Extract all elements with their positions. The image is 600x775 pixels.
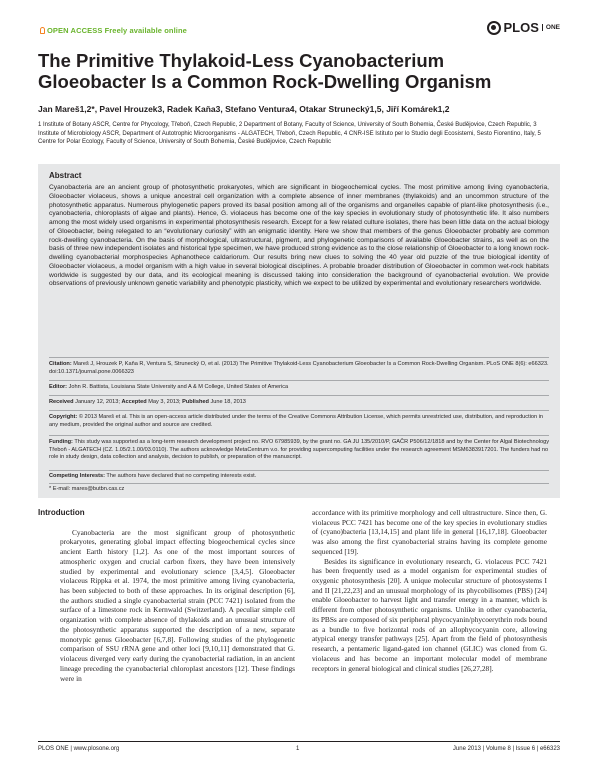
- open-access-banner: OPEN ACCESS Freely available online: [38, 26, 187, 35]
- editor-divider: [49, 395, 549, 396]
- logo-brand: PLOS: [503, 20, 539, 35]
- title-line-2: Gloeobacter Is a Common Rock-Dwelling Organism: [38, 71, 492, 92]
- plos-one-logo: [487, 20, 561, 35]
- page-footer: [38, 741, 560, 752]
- dates-divider: [49, 410, 549, 411]
- email-line: * E-mail: mares@butbn.cas.cz: [49, 486, 125, 492]
- citation-label: Citation:: [49, 361, 72, 367]
- article-title: [38, 50, 558, 92]
- funding-divider: [49, 470, 549, 471]
- funding-line: Funding: This study was supported as a long-term research development project no. RVO 67985939, by the grant no. GA JU 135/2010/P, GAČR P506/12/1818 and by the Center for Algal Biotechnology Třeboň - ALGATECH (CZ. 1.05/2.1.00/03.0110). The authors acknowledge MetaCentrum v.o. for providing supercomputing facilities under the research agreement MSM6383917201. The funders had no role in study design, data collection and analysis, decision to publish, or preparation of the manuscript.: [49, 439, 549, 460]
- introduction-heading: Introduction: [38, 508, 85, 517]
- copyright-divider: [49, 435, 549, 436]
- citation-divider: [49, 380, 549, 381]
- title-line-1: The Primitive Thylakoid-Less Cyanobacterium: [38, 50, 445, 71]
- dates-line: Received January 12, 2013; Accepted May 3, 2013; Published June 18, 2013: [49, 399, 246, 405]
- intro-paragraph-2: Besides its significance in evolutionary research, G. violaceus PCC 7421 has been frequently used as a model organism for experimental studies of oxygenic photosynthesis [20]. A unique molecular structure of photosystems I and II [21,22,23] and an unusual morphology of its phycobilisomes (PBS) [24] enable Gloeobacter to harvest light and transfer energy in a manner, which is different from other photosynthetic organisms. Unlike in other cyanobacteria, its PBSs are composed of six peripheral phycocyanin/phycoerythrin rods bound as a bundle to five horizontal rods of an allophycocyanin core, allowing atypical energy transfer pathways [25]. Apart from the field of photosynthesis research, a pentameric ligand-gated ion channel (GLIC) was cloned from G. violaceus and has become an important molecular model of membrane receptors in general biological and clinical studies [26,27,28].: [312, 556, 547, 673]
- abstract-heading: Abstract: [49, 171, 82, 180]
- footer-issue: June 2013 | Volume 8 | Issue 6 | e66323: [452, 746, 560, 752]
- intro-paragraph-1: Cyanobacteria are the most significant group of photosynthetic prokaryotes, generating global impact effecting biogeochemical cycles since ancient Earth history [1,2]. As one of the most important sources of atmospheric oxygen and crucial carbon fixers, they have been intensively studied by experimental and evolutionary science [3,4,5]. Gloeobacter violaceus Rippka et al. 1974, the most primitive among living cyanobacteria, has been subjected to both of these approaches. In its original description [6], the authors studied a single cyanobacterial strain (PCC 7421) isolated from the surface of a limestone rock in Kernwald (Switzerland). A peculiar simple cell organization with complete absence of thylakoids and an unusual structure of the photosynthetic apparatus supported the description of a new, separate monotypic genus Gloeobacter [6,7,8]. Following studies of the phylogenetic comparison of SSU rRNA gene and other loci [9,10,11] demonstrated that G. violaceus diverged very early during the cyanobacterial radiation, in an ancient lineage preceding the cyanobacterial chloroplast ancestors [12]. These findings were in: [60, 527, 295, 683]
- intro-paragraph-1-cont: accordance with its primitive morphology and cell ultrastructure. Since then, G. violaceus PCC 7421 has become one of the key species in evolutionary studies of (cyano)bacteria [13,14,15] and plant life in general [16,17,18]. Gloeobacter was also among the first cyanobacterial strains having its complete genome sequenced [19].: [312, 508, 547, 556]
- abstract-panel: [38, 164, 560, 498]
- affiliations: 1 Institute of Botany ASCR, Centre for Phycology, Třeboň, Czech Republic, 2 Department of Botany, Faculty of Science, University of South Bohemia, České Budějovice, Czech Republic, 3 Institute of Microbiology ASCR, Department of Autotrophic Microorganisms - ALGATECH, Třeboň, Czech Republic, 4 CNR-ISE Istituto per lo Studio degli Ecosistemi, Sesto Fiorentino, Italy, 5 Centre for Polar Ecology, Faculty of Science, University of South Bohemia, České Budějovice, Czech Republic: [38, 122, 541, 146]
- page-number: 1: [296, 746, 300, 752]
- footer-journal: PLOS ONE | www.plosone.org: [38, 746, 120, 752]
- abstract-text: Cyanobacteria are an ancient group of photosynthetic prokaryotes, which are significant in biogeochemical cycles. The most primitive among living cyanobacteria, Gloeobacter violaceus, shows a unique ancestral cell organization with a complete absence of inner membranes (thylakoids) and an uncommon structure of the photosynthetic apparatus. Numerous phylogenetic papers proved its basal position among all of the organisms and organelles capable of plant-like photosynthesis (i.e., cyanobacteria, chloroplasts of algae and plants). Hence, G. violaceus has become one of the key species in evolutionary study of photosynthetic life. It also numbers among the most widely used organisms in experimental photosynthesis research. Except for a few related culture isolates, there has been little data on the actual biology of Gloeobacter, being relegated to an “evolutionary curiosity” with an enigmatic identity. Here we show that members of the genus Gloeobacter probably are common rock-dwelling cyanobacteria. On the basis of morphological, ultrastructural, pigment, and phylogenetic comparisons of available Gloeobacter strains, as well as on the basis of three new independent isolates and historical type specimen, we have produced strong evidence as to the close relationship of Gloeobacter to a long known rock-dwelling cyanobacterial morphospecies Aphanothece caldariorum. Our results bring new clues to solving the 40 year old puzzle of the true biological identity of Gloeobacter violaceus, a model organism with a high value in several biological disciplines. A probable broader distribution of Gloeobacter in common wet-rock habitats worldwide is suggested by our data, and its ecological meaning is discussed taking into consideration the background of cyanobacterial evolution. We provide observations of previously unknown genetic variability and phenotypic plasticity, which we expect to be utilized by experimental and evolutionary researchers worldwide.: [49, 184, 549, 288]
- left-column: [38, 508, 295, 683]
- citation-text: Mareš J, Hrouzek P, Kaňa R, Ventura S, Strunecký O, et al. (2013) The Primitive Thylakoid-Less Cyanobacterium Gloeobacter Is a Common Rock-Dwelling Organism. PLoS ONE 8(6): e66323. doi:10.1371/journal.pone.0066323: [49, 361, 549, 375]
- abstract-divider: [49, 357, 549, 358]
- editor-line: Editor: John R. Battista, Louisiana State University and A & M College, United States of America: [49, 384, 289, 390]
- logo-journal: ONE: [542, 24, 560, 31]
- copyright-line: Copyright: © 2013 Mareš et al. This is an open-access article distributed under the terms of the Creative Commons Attribution License, which permits unrestricted use, distribution, and reproduction in any medium, provided the original author and source are credited.: [49, 414, 544, 428]
- competing-divider: [49, 483, 549, 484]
- citation: [49, 361, 549, 376]
- right-column: [312, 508, 547, 673]
- competing-interests-line: Competing Interests: The authors have declared that no competing interests exist.: [49, 473, 257, 479]
- plos-logo-icon: [487, 21, 501, 35]
- author-list: Jan Mareš1,2*, Pavel Hrouzek3, Radek Kaňa3, Stefano Ventura4, Otakar Strunecký1,5, Jiří Komárek1,2: [38, 104, 450, 114]
- open-access-lock-icon: [40, 27, 45, 34]
